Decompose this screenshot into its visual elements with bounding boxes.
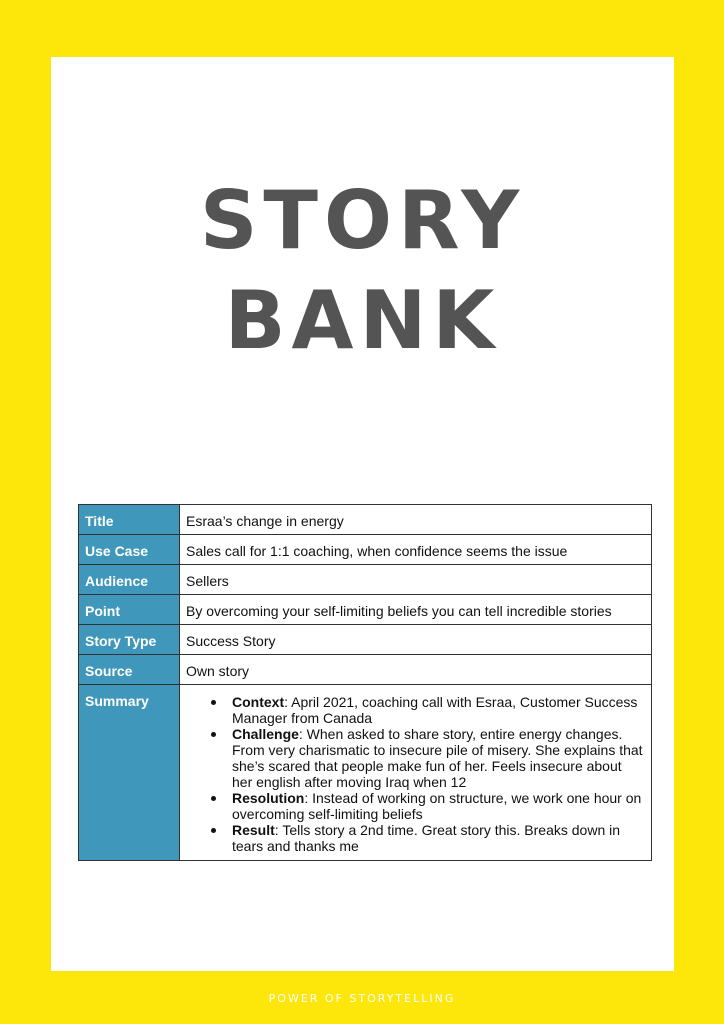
title-key: Title	[79, 505, 180, 535]
summary-item-resolution	[232, 790, 643, 822]
use-case-value: Sales call for 1:1 coaching, when confidence seems the issue	[180, 535, 652, 565]
table-row-summary	[79, 685, 652, 861]
summary-key: Summary	[79, 685, 180, 861]
summary-label: Challenge	[232, 726, 299, 742]
summary-text: : Instead of working on structure, we work one hour on overcoming self-limiting beliefs	[232, 790, 642, 822]
footer-tagline: POWER OF STORYTELLING	[268, 992, 456, 1005]
table-row-use-case	[79, 535, 652, 565]
point-value: By overcoming your self-limiting beliefs you can tell incredible stories	[180, 595, 652, 625]
summary-text: : Tells story a 2nd time. Great story this. Breaks down in tears and thanks me	[232, 822, 621, 854]
summary-item-challenge	[232, 726, 643, 790]
use-case-key: Use Case	[79, 535, 180, 565]
source-value: Own story	[180, 655, 652, 685]
heading-line-bank: BANK	[224, 274, 501, 367]
summary-item-context	[232, 694, 643, 726]
summary-label: Result	[232, 822, 275, 838]
audience-key: Audience	[79, 565, 180, 595]
summary-text: : April 2021, coaching call with Esraa, Customer Success Manager from Canada	[232, 694, 638, 726]
table-row-source	[79, 655, 652, 685]
heading-line-story: STORY	[199, 174, 526, 267]
story-type-key: Story Type	[79, 625, 180, 655]
summary-label: Context	[232, 694, 285, 710]
story-type-value: Success Story	[180, 625, 652, 655]
table-row-audience	[79, 565, 652, 595]
audience-value: Sellers	[180, 565, 652, 595]
story-table	[78, 504, 652, 861]
table-row-point	[79, 595, 652, 625]
summary-list	[186, 694, 651, 854]
summary-text: : When asked to share story, entire energy changes. From very charismatic to insecure pile of misery. She explains that she’s scared that people make fun of her. Feels insecure about her english after moving Iraq when 12	[232, 726, 643, 790]
document-page	[51, 57, 674, 971]
table-row-story-type	[79, 625, 652, 655]
summary-label: Resolution	[232, 790, 305, 806]
point-key: Point	[79, 595, 180, 625]
summary-item-result	[232, 822, 643, 854]
table-row-title	[79, 505, 652, 535]
source-key: Source	[79, 655, 180, 685]
summary-value	[180, 685, 652, 861]
title-value: Esraa’s change in energy	[180, 505, 652, 535]
